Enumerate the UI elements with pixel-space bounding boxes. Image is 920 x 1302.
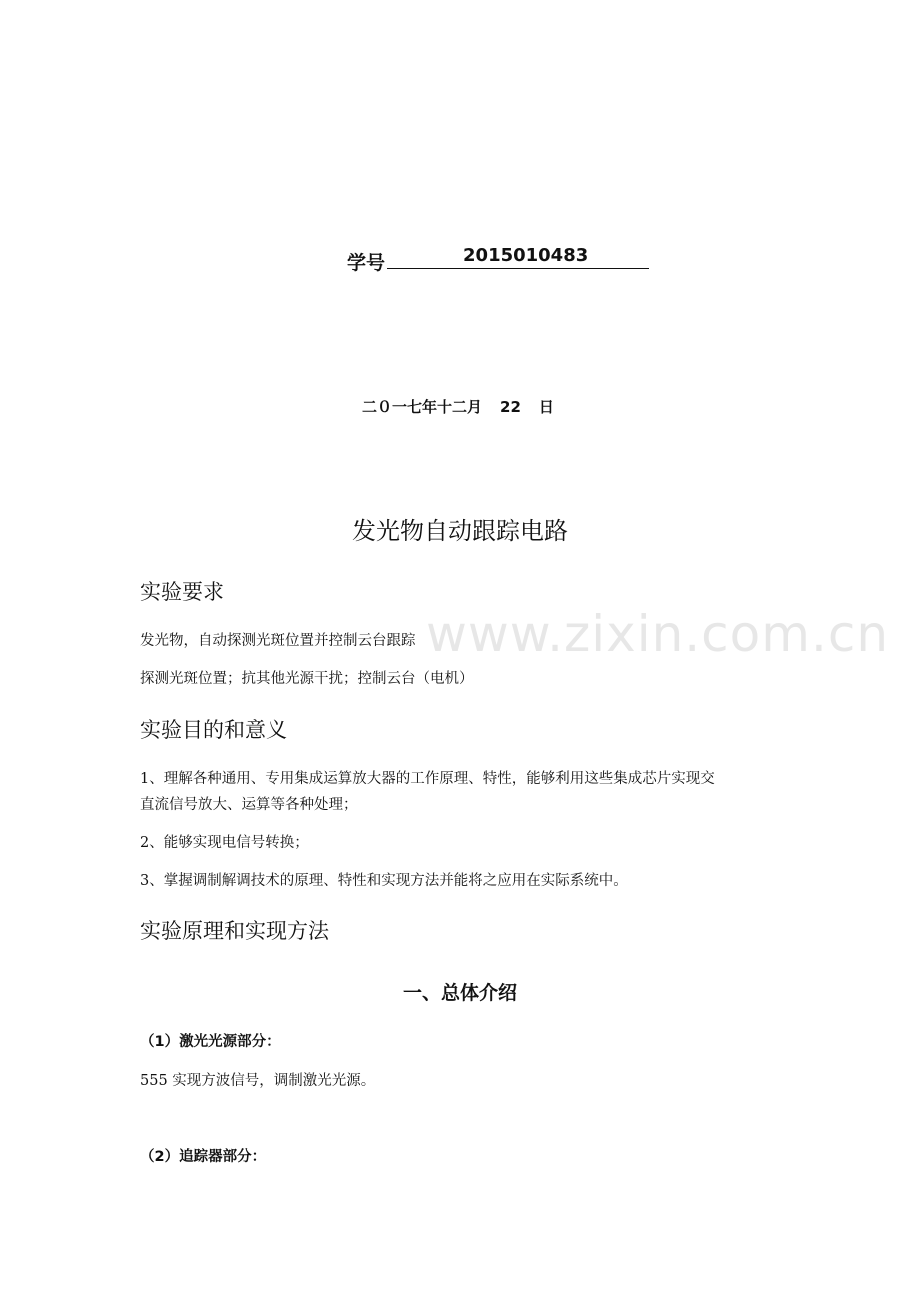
laser-source-text: 555 实现方波信号，调制激光光源。 xyxy=(140,1073,376,1089)
purpose-heading: 实验目的和意义 xyxy=(140,718,287,742)
date-year-month: 二０一七年十二月 xyxy=(362,398,483,416)
watermark: www.zixin.com.cn xyxy=(426,605,890,663)
purpose-item-2: 2、能够实现电信号转换； xyxy=(140,835,309,851)
date-line xyxy=(362,396,554,418)
laser-source-heading: （1）激光光源部分： xyxy=(140,1034,281,1050)
date-day-suffix: 日 xyxy=(538,398,554,416)
student-id-line xyxy=(347,244,649,277)
student-id-value: 2015010483 xyxy=(463,245,589,266)
purpose-item-1b: 直流信号放大、运算等各种处理； xyxy=(140,797,358,813)
tracker-heading: （2）追踪器部分： xyxy=(140,1149,267,1165)
document-title: 发光物自动跟踪电路 xyxy=(352,517,568,545)
purpose-item-1a: 1、理解各种通用、专用集成运算放大器的工作原理、特性，能够利用这些集成芯片实现交 xyxy=(140,771,715,787)
student-id-underline xyxy=(387,244,649,269)
date-day: 22 xyxy=(500,398,521,416)
principle-heading: 实验原理和实现方法 xyxy=(140,919,329,943)
purpose-item-3: 3、掌握调制解调技术的原理、特性和实现方法并能将之应用在实际系统中。 xyxy=(140,873,628,889)
overview-subheading: 一、总体介绍 xyxy=(402,982,517,1004)
requirements-line-1: 发光物，自动探测光斑位置并控制云台跟踪 xyxy=(140,633,416,649)
student-id-label: 学号 xyxy=(347,252,386,274)
requirements-heading: 实验要求 xyxy=(140,580,224,604)
requirements-line-2: 探测光斑位置；抗其他光源干扰；控制云台（电机） xyxy=(140,671,474,687)
